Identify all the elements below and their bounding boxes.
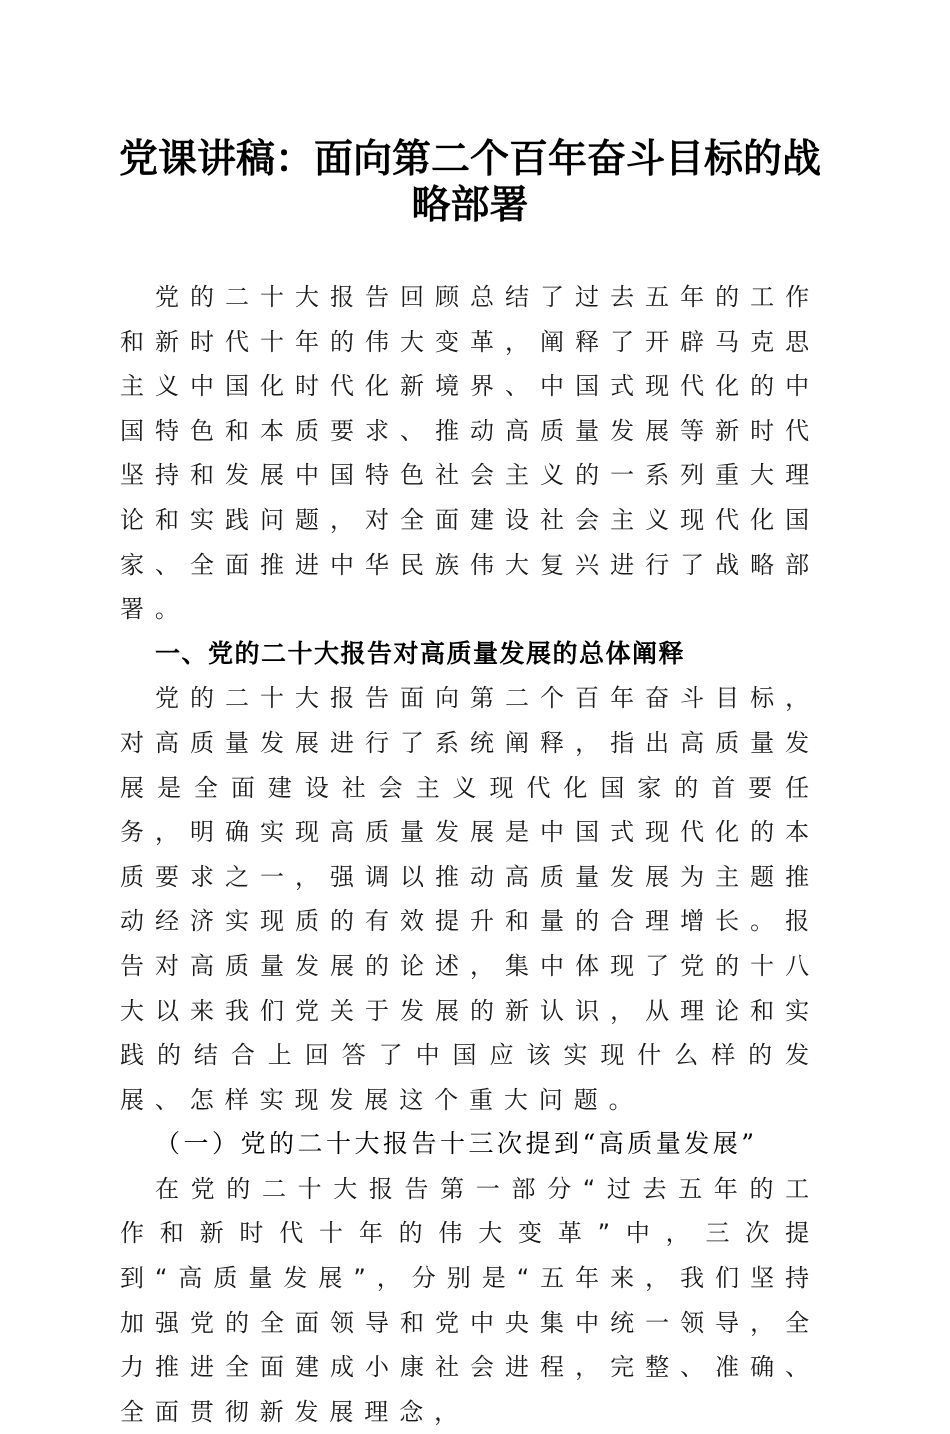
document-title: 党课讲稿：面向第二个百年奋斗目标的战略部署 xyxy=(118,136,821,228)
intro-paragraph: 党的二十大报告回顾总结了过去五年的工作和新时代十年的伟大变革，阐释了开辟马克思主义中国化时代化新境界、中国式现代化的中国特色和本质要求、推动高质量发展等新时代坚持和发展中国特色社会主义的一系列重大理论和实践问题，对全面建设社会主义现代化国家、全面推进中华民族伟大复兴进行了战略部署。 xyxy=(120,283,820,624)
section-1-paragraph: 党的二十大报告面向第二个百年奋斗目标，对高质量发展进行了系统阐释，指出高质量发展是全面建设社会主义现代化国家的首要任务，明确实现高质量发展是中国式现代化的本质要求之一，强调以推动高质量发展为主题推动经济实现质的有效提升和量的合理增长。报告对高质量发展的论述，集中体现了党的十八大以来我们党关于发展的新认识，从理论和实践的结合上回答了中国应该实现什么样的发展、怎样实现发展这个重大问题。 xyxy=(120,684,820,1114)
section-heading-1: 一、党的二十大报告对高质量发展的总体阐释 xyxy=(155,638,686,668)
subsection-1-1-paragraph: 在党的二十大报告第一部分“过去五年的工作和新时代十年的伟大变革”中，三次提到“高质量发展”，分别是“五年来，我们坚持加强党的全面领导和党中央集中统一领导，全力推进全面建成小康社会进程，完整、准确、全面贯彻新发展理念， xyxy=(120,1174,820,1426)
document-body xyxy=(120,275,820,1434)
subsection-heading-1-1: （一）党的二十大报告十三次提到“高质量发展” xyxy=(155,1129,758,1159)
